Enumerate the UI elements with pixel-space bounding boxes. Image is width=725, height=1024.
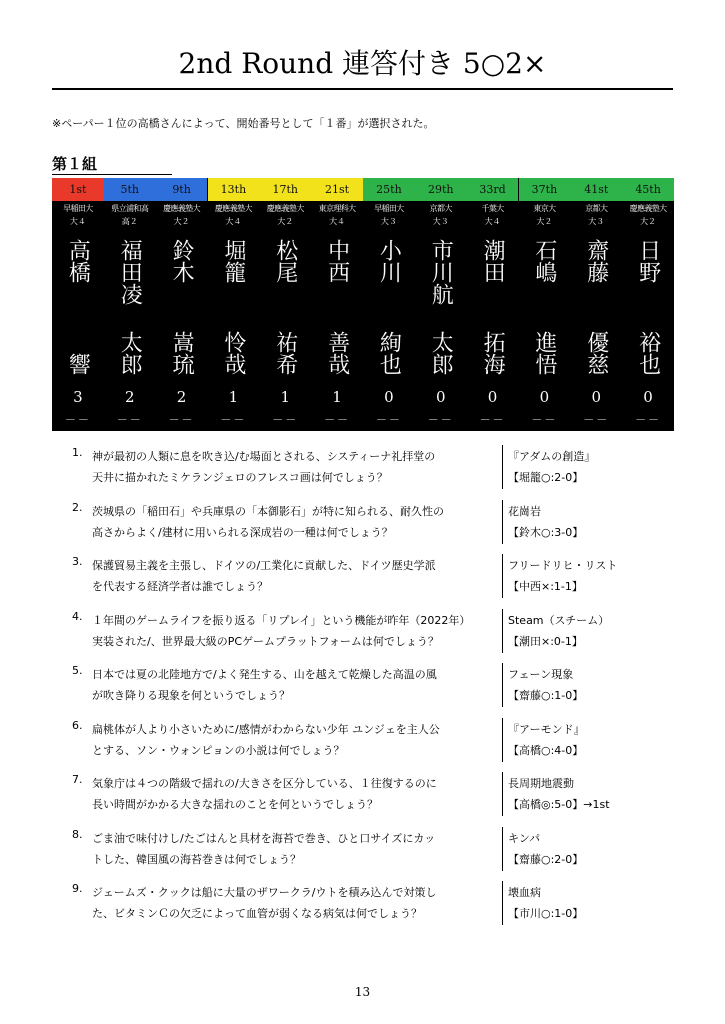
page-number: 13 bbox=[354, 985, 371, 999]
player-grade: 大３ bbox=[432, 217, 449, 226]
player-seat bbox=[156, 178, 208, 431]
player-grade: 大３ bbox=[588, 217, 605, 226]
player-affiliation: 慶應義塾大 bbox=[214, 204, 252, 213]
question-result: 【高橋◎:5-0】→1st bbox=[508, 798, 610, 811]
question-answer: 『アーモンド』 bbox=[508, 722, 585, 736]
player-score: 0 bbox=[384, 388, 394, 406]
player-score: 1 bbox=[280, 388, 291, 406]
player-seat bbox=[570, 178, 622, 431]
player-seat bbox=[363, 178, 415, 431]
player-affiliation: 慶應義塾大 bbox=[266, 204, 304, 213]
player-score: 1 bbox=[332, 388, 342, 406]
player-score: 0 bbox=[435, 388, 446, 406]
question-line: 日本では夏の北陸地方で/よく発生する、山を越えて乾燥した高温の風 bbox=[92, 668, 437, 681]
question-number: 3. bbox=[72, 555, 83, 568]
player-seat bbox=[52, 178, 104, 431]
player-misses: －－ bbox=[479, 413, 506, 426]
question-line: を代表する経済学者は誰でしょう？ bbox=[92, 580, 268, 593]
question-number: 8. bbox=[72, 827, 83, 841]
player-affiliation: 早稲田大 bbox=[63, 204, 93, 213]
answer-divider bbox=[502, 500, 503, 544]
player-seat bbox=[208, 178, 260, 431]
question-line: 天井に描かれたミケランジェロのフレスコ画は何でしょう？ bbox=[92, 471, 388, 484]
player-first-name: 祐希 bbox=[272, 331, 298, 375]
seed-label: 1st bbox=[52, 178, 104, 201]
question-line: ごま油で味付けし/たごはんと具材を海苔で巻き、ひと口サイズにカッ bbox=[92, 831, 436, 845]
answer-divider bbox=[502, 609, 503, 653]
player-seat bbox=[415, 178, 467, 431]
player-first-name: 響 bbox=[65, 353, 91, 375]
seed-label: 25th bbox=[363, 178, 415, 201]
player-misses: －－ bbox=[220, 413, 247, 426]
player-misses: －－ bbox=[375, 413, 402, 426]
question-text bbox=[92, 773, 502, 815]
player-score: 0 bbox=[591, 388, 602, 406]
player-grade: 大４ bbox=[484, 217, 501, 226]
question-text bbox=[92, 882, 502, 924]
question-line: 長い時間がかかる大きな揺れのことを何というでしょう？ bbox=[92, 798, 378, 811]
player-misses: －－ bbox=[427, 413, 454, 426]
player-seat bbox=[467, 178, 519, 431]
player-first-name: 優慈 bbox=[583, 331, 609, 375]
question-number: 4. bbox=[72, 609, 83, 623]
player-last-name: 石嶋 bbox=[531, 239, 557, 283]
player-first-name: 太郎 bbox=[117, 331, 143, 375]
player-misses: －－ bbox=[324, 413, 351, 426]
question-line: ジェームズ・クックは船に大量のザワークラ/ウトを積み込んで対策し bbox=[92, 886, 437, 899]
seed-label: 17th bbox=[259, 178, 311, 201]
player-last-name: 堀籠 bbox=[220, 239, 246, 283]
player-grade: 大２ bbox=[277, 217, 294, 226]
question-text bbox=[92, 719, 502, 761]
player-affiliation: 慶應義塾大 bbox=[163, 204, 201, 213]
player-seat bbox=[622, 178, 674, 431]
question-item bbox=[0, 825, 725, 877]
player-first-name: 絢也 bbox=[376, 331, 402, 375]
seed-label: 37th bbox=[519, 178, 571, 201]
player-score: 2 bbox=[176, 388, 187, 406]
question-result: 【中西×:1-1】 bbox=[508, 580, 583, 593]
question-item bbox=[0, 498, 725, 550]
selection-note: ※ペーパー１位の高橋さんによって、開始番号として「１番」が選択された。 bbox=[52, 117, 435, 130]
player-last-name: 中西 bbox=[324, 239, 350, 283]
question-answer: Steam（スチーム） bbox=[508, 613, 610, 627]
question-answer: フリードリヒ・リスト bbox=[508, 559, 618, 572]
question-line: とする、ソン・ウォンピョンの小説は何でしょう？ bbox=[92, 743, 345, 757]
question-line: が吹き降りる現象を何というでしょう？ bbox=[92, 689, 290, 702]
player-grade: 大２ bbox=[173, 217, 190, 226]
player-first-name: 進悟 bbox=[531, 331, 557, 375]
player-misses: －－ bbox=[116, 413, 143, 426]
question-text bbox=[92, 446, 502, 488]
player-last-name: 齋藤 bbox=[583, 239, 609, 283]
question-text bbox=[92, 664, 502, 706]
question-result: 【高橋○:4-0】 bbox=[508, 743, 584, 757]
player-first-name: 怜哉 bbox=[220, 331, 246, 375]
player-score: 0 bbox=[643, 388, 653, 406]
answer-divider bbox=[502, 554, 503, 598]
question-line: た、ビタミンＣの欠乏によって血管が弱くなる病気は何でしょう？ bbox=[92, 907, 422, 920]
answer-divider bbox=[502, 663, 503, 707]
answer-divider bbox=[502, 445, 503, 489]
player-grade: 大２ bbox=[640, 217, 657, 226]
question-text bbox=[92, 610, 502, 652]
question-result: 【堀籠○:2-0】 bbox=[508, 471, 584, 484]
question-line: 茨城県の「稲田石」や兵庫県の「本御影石」が特に知られる、耐久性の bbox=[92, 504, 444, 518]
question-item bbox=[0, 879, 725, 931]
player-affiliation: 慶應義塾大 bbox=[629, 204, 667, 213]
question-answer: 花崗岩 bbox=[508, 504, 541, 518]
question-text bbox=[92, 501, 502, 543]
seed-label: 13th bbox=[208, 178, 260, 201]
player-first-name: 拓海 bbox=[480, 331, 506, 375]
player-score: 1 bbox=[228, 388, 239, 406]
player-score: 2 bbox=[124, 388, 135, 406]
player-first-name: 善哉 bbox=[324, 331, 350, 375]
player-affiliation: 早稲田大 bbox=[374, 204, 404, 213]
player-misses: －－ bbox=[168, 413, 195, 426]
player-last-name: 市川航 bbox=[428, 239, 454, 305]
question-item bbox=[0, 443, 725, 495]
question-line: 気象庁は４つの階級で揺れの/大きさを区分している、１往復するのに bbox=[92, 777, 437, 790]
question-item bbox=[0, 607, 725, 659]
answer-divider bbox=[502, 772, 503, 816]
seed-label: 9th bbox=[156, 178, 208, 201]
question-result: 【齋藤○:2-0】 bbox=[508, 852, 584, 866]
player-affiliation: 東京大 bbox=[533, 204, 556, 213]
question-line: 実装された/、世界最大級のPCゲームプラットフォームは何でしょう？ bbox=[92, 634, 439, 648]
question-answer: 長周期地震動 bbox=[508, 777, 574, 790]
answer-divider bbox=[502, 881, 503, 925]
player-misses: －－ bbox=[272, 413, 299, 426]
seed-label: 29th bbox=[415, 178, 467, 201]
player-last-name: 鈴木 bbox=[169, 239, 195, 283]
question-number: 6. bbox=[72, 718, 83, 732]
answer-divider bbox=[502, 827, 503, 871]
question-result: 【鈴木○:3-0】 bbox=[508, 525, 584, 539]
question-number: 2. bbox=[72, 500, 83, 514]
question-text bbox=[92, 555, 502, 597]
player-grade: 高２ bbox=[121, 217, 138, 226]
seed-label: 45th bbox=[622, 178, 674, 201]
player-seat bbox=[104, 178, 156, 431]
player-affiliation: 千葉大 bbox=[481, 204, 504, 213]
question-line: 扁桃体が人より小さいために/感情がわからない少年 ユンジェを主人公 bbox=[92, 722, 440, 736]
player-seat bbox=[259, 178, 311, 431]
player-affiliation: 京都大 bbox=[429, 204, 452, 213]
answer-divider bbox=[502, 718, 503, 762]
question-text bbox=[92, 828, 502, 870]
player-first-name: 嵩琉 bbox=[169, 331, 195, 375]
question-number: 1. bbox=[72, 446, 83, 459]
player-first-name: 太郎 bbox=[428, 331, 454, 375]
player-grade: 大４ bbox=[69, 217, 86, 226]
question-answer: キンパ bbox=[508, 831, 541, 845]
question-item bbox=[0, 661, 725, 713]
question-line: １年間のゲームライフを振り返る「リプレイ」という機能が昨年（2022年） bbox=[92, 613, 471, 627]
group-heading: 第１組 bbox=[52, 155, 98, 173]
question-item bbox=[0, 552, 725, 604]
question-number: 9. bbox=[72, 882, 83, 895]
question-result: 【潮田×:0-1】 bbox=[508, 634, 583, 648]
player-first-name: 裕也 bbox=[635, 331, 661, 375]
player-misses: －－ bbox=[531, 413, 558, 426]
question-line: 保護貿易主義を主張し、ドイツの/工業化に貢献した、ドイツ歴史学派 bbox=[92, 559, 436, 572]
player-seat bbox=[311, 178, 363, 431]
player-seat bbox=[519, 178, 571, 431]
player-grade: 大４ bbox=[329, 217, 346, 226]
player-last-name: 松尾 bbox=[272, 239, 298, 283]
question-line: トした、韓国風の海苔巻きは何でしょう？ bbox=[92, 852, 301, 866]
player-last-name: 高橋 bbox=[65, 239, 91, 283]
seed-label: 33rd bbox=[467, 178, 519, 201]
player-last-name: 潮田 bbox=[480, 239, 506, 283]
player-affiliation: 東京理科大 bbox=[318, 204, 356, 213]
question-number: 7. bbox=[72, 773, 83, 786]
question-answer: フェーン現象 bbox=[508, 668, 574, 681]
question-line: 高さからよく/建材に用いられる深成岩の一種は何でしょう？ bbox=[92, 525, 393, 539]
player-grade: 大２ bbox=[536, 217, 553, 226]
player-last-name: 小川 bbox=[376, 239, 402, 283]
player-misses: －－ bbox=[583, 413, 610, 426]
question-item bbox=[0, 716, 725, 768]
player-last-name: 日野 bbox=[635, 239, 661, 283]
player-grade: 大４ bbox=[225, 217, 242, 226]
seed-label: 5th bbox=[104, 178, 156, 201]
player-score: 3 bbox=[73, 388, 83, 406]
player-misses: －－ bbox=[64, 413, 91, 426]
question-result: 【市川○:1-0】 bbox=[508, 907, 584, 920]
question-result: 【齋藤○:1-0】 bbox=[508, 689, 584, 702]
player-score: 0 bbox=[539, 388, 550, 406]
question-answer: 壊血病 bbox=[508, 886, 541, 899]
question-answer: 『アダムの創造』 bbox=[508, 450, 596, 463]
page-title: 2nd Round 連答付き 5○2× bbox=[178, 47, 547, 80]
question-number: 5. bbox=[72, 664, 83, 677]
question-item bbox=[0, 770, 725, 822]
scoreboard bbox=[52, 178, 674, 431]
title-underline bbox=[52, 88, 673, 90]
player-grade: 大３ bbox=[380, 217, 397, 226]
group-underline bbox=[52, 174, 172, 175]
player-misses: －－ bbox=[635, 413, 662, 426]
seed-label: 21st bbox=[311, 178, 363, 201]
player-affiliation: 県立浦和高 bbox=[111, 204, 149, 213]
player-last-name: 福田凌 bbox=[117, 239, 143, 305]
seed-label: 41st bbox=[570, 178, 622, 201]
question-line: 神が最初の人類に息を吹き込/む場面とされる、システィーナ礼拝堂の bbox=[92, 450, 436, 463]
player-affiliation: 京都大 bbox=[585, 204, 608, 213]
player-score: 0 bbox=[487, 388, 498, 406]
